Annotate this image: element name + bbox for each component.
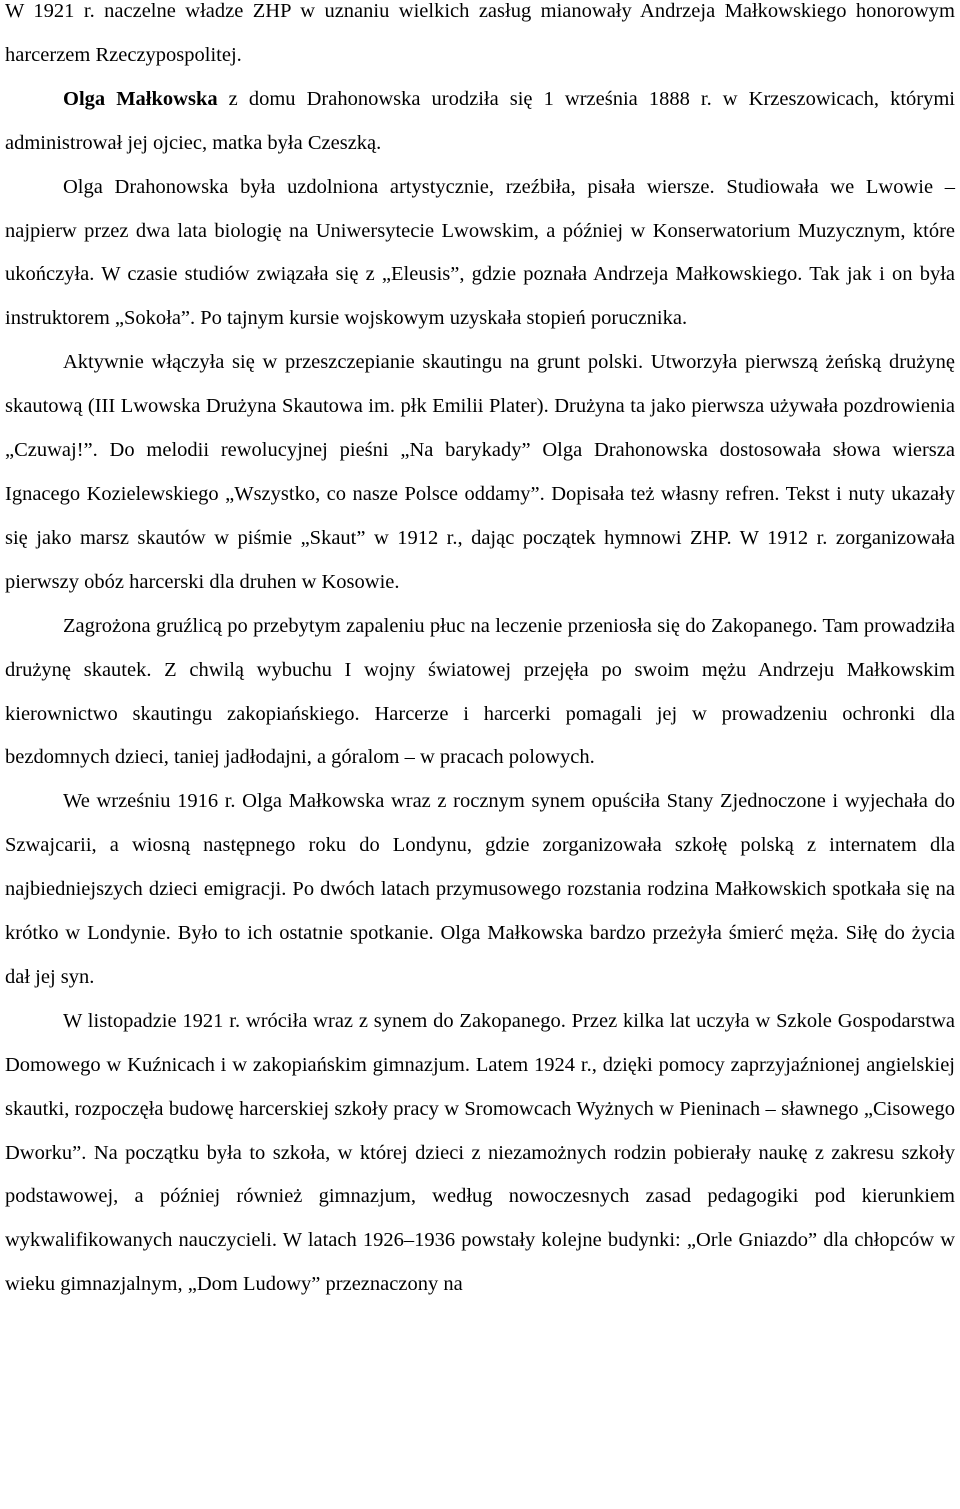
paragraph-7: [5, 1000, 955, 1307]
paragraph-2-text: z domu Drahonowska urodziła się 1 września 1888 r. w Krzeszowicach, którymi administrował jej ojciec, matka była Czeszką.: [5, 87, 955, 154]
paragraph-1: [5, 0, 955, 78]
paragraph-6: [5, 780, 955, 1000]
paragraph-4: [5, 341, 955, 604]
paragraph-1-text: W 1921 r. naczelne władze ZHP w uznaniu wielkich zasług mianowały Andrzeja Małkowskiego honorowym harcerzem Rzeczypospolitej.: [5, 0, 955, 66]
paragraph-6-text: We wrześniu 1916 r. Olga Małkowska wraz z rocznym synem opuściła Stany Zjednoczone i wyjechała do Szwajcarii, a wiosną następnego roku do Londynu, gdzie zorganizowała szkołę polską z internatem dla najbiedniejszych dzieci emigracji. Po dwóch latach przymusowego rozstania rodzina Małkowskich spotkała się na krótko w Londynie. Było to ich ostatnie spotkanie. Olga Małkowska bardzo przeżyła śmierć męża. Siłę do życia dał jej syn.: [5, 790, 955, 988]
paragraph-3-text: Olga Drahonowska była uzdolniona artystycznie, rzeźbiła, pisała wiersze. Studiowała we Lwowie – najpierw przez dwa lata biologię na Uniwersytecie Lwowskim, a później w Konserwatorium Muzycznym, które ukończyła. W czasie studiów związała się z „Eleusis”, gdzie poznała Andrzeja Małkowskiego. Tak jak i on była instruktorem „Sokoła”. Po tajnym kursie wojskowym uzyskała stopień porucznika.: [5, 175, 955, 330]
paragraph-5: [5, 605, 955, 781]
paragraph-7-text: W listopadzie 1921 r. wróciła wraz z synem do Zakopanego. Przez kilka lat uczyła w Szkole Gospodarstwa Domowego w Kuźnicach i w zakopiańskim gimnazjum. Latem 1924 r., dzięki pomocy zaprzyjaźnionej angielskiej skautki, rozpoczęła budowę harcerskiej szkoły pracy w Sromowcach Wyżnych w Pieninach – sławnego „Cisowego Dworku”. Na początku była to szkoła, w której dzieci z niezamożnych rodzin pobierały naukę z zakresu szkoły podstawowej, a później również gimnazjum, według nowoczesnych zasad pedagogiki pod kierunkiem wykwalifikowanych nauczycieli. W latach 1926–1936 powstały kolejne budynki: „Orle Gniazdo” dla chłopców w wieku gimnazjalnym, „Dom Ludowy” przeznaczony na: [5, 1009, 955, 1296]
paragraph-4-text: Aktywnie włączyła się w przeszczepianie skautingu na grunt polski. Utworzyła pierwszą żeńską drużynę skautową (III Lwowska Drużyna Skautowa im. płk Emilii Plater). Drużyna ta jako pierwsza używała pozdrowienia „Czuwaj!”. Do melodii rewolucyjnej pieśni „Na barykady” Olga Drahonowska dostosowała słowa wiersza Ignacego Kozielewskiego „Wszystko, co nasze Polsce oddamy”. Dopisała też własny refren. Tekst i nuty ukazały się jako marsz skautów w piśmie „Skaut” w 1912 r., dając początek hymnowi ZHP. W 1912 r. zorganizowała pierwszy obóz harcerski dla druhen w Kosowie.: [5, 351, 955, 593]
document-page: [5, 0, 955, 1307]
paragraph-5-text: Zagrożona gruźlicą po przebytym zapaleniu płuc na leczenie przeniosła się do Zakopanego. Tam prowadziła drużynę skautek. Z chwilą wybuchu I wojny światowej przejęła po swoim mężu Andrzeju Małkowskim kierownictwo skautingu zakopiańskiego. Harcerze i harcerki pomagali jej w prowadzeniu ochronki dla bezdomnych dzieci, taniej jadłodajni, a góralom – w pracach polowych.: [5, 614, 955, 769]
paragraph-2-bold-lead: Olga Małkowska: [63, 87, 218, 110]
paragraph-2: [5, 78, 955, 166]
paragraph-3: [5, 166, 955, 342]
